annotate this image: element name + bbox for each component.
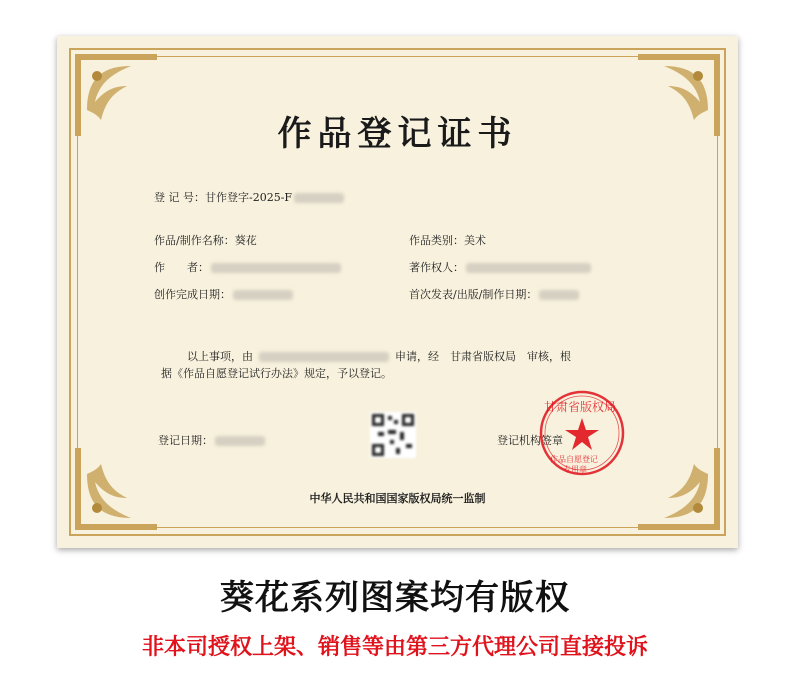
work-name-value: 葵花	[234, 234, 257, 247]
registration-number-value: 甘作登字-2025-F	[205, 191, 293, 204]
body-line-2: 据《作品自愿登记试行办法》规定，予以登记。	[161, 367, 392, 380]
body-line-1-a: 以上事项，由	[187, 350, 253, 363]
redacted-value	[466, 263, 591, 273]
body-line-1-b: 申请，经 甘肃省版权局 审核，根	[395, 350, 571, 363]
redacted-value	[539, 290, 579, 300]
certificate-title: 作品登记证书	[277, 114, 518, 154]
redacted-value	[233, 290, 293, 300]
copyright-owner	[409, 259, 591, 275]
work-category-label: 作品类别：	[409, 234, 464, 247]
redacted-value	[215, 436, 265, 446]
seal-text-bottom-2: 专用章	[563, 465, 587, 474]
redacted-value	[211, 263, 341, 273]
registration-number	[154, 189, 344, 205]
registration-number-label: 登 记 号：	[154, 191, 205, 204]
redacted-value	[294, 193, 344, 203]
first-publish-date	[409, 286, 579, 302]
registration-authority-label: 登记机构签章	[497, 434, 563, 447]
first-publish-label: 首次发表/出版/制作日期：	[409, 288, 538, 301]
registration-date-label: 登记日期：	[158, 434, 213, 447]
completion-date	[154, 286, 293, 302]
certificate	[57, 36, 738, 548]
work-name-label: 作品/制作名称：	[154, 234, 235, 247]
registration-date	[158, 432, 265, 448]
banner-headline: 葵花系列图案均有版权	[220, 578, 570, 618]
seal-text-bottom-1: 作品自愿登记	[550, 455, 598, 464]
author	[154, 259, 341, 275]
copyright-owner-label: 著作权人：	[409, 261, 464, 274]
certificate-footer: 中华人民共和国国家版权局统一监制	[309, 492, 486, 505]
redacted-value	[259, 352, 389, 362]
corner-ornament-icon	[634, 444, 724, 534]
author-label: 作 者：	[154, 261, 209, 274]
body-line-1	[187, 348, 571, 364]
corner-ornament-icon	[71, 444, 161, 534]
completion-date-label: 创作完成日期：	[154, 288, 231, 301]
banner-subline: 非本司授权上架、销售等由第三方代理公司直接投诉	[141, 635, 648, 660]
work-category	[409, 232, 486, 248]
seal-text-top: 甘肃省版权局	[544, 400, 617, 414]
work-name	[154, 232, 257, 248]
work-category-value: 美术	[464, 234, 486, 247]
qr-code-icon	[370, 412, 416, 458]
